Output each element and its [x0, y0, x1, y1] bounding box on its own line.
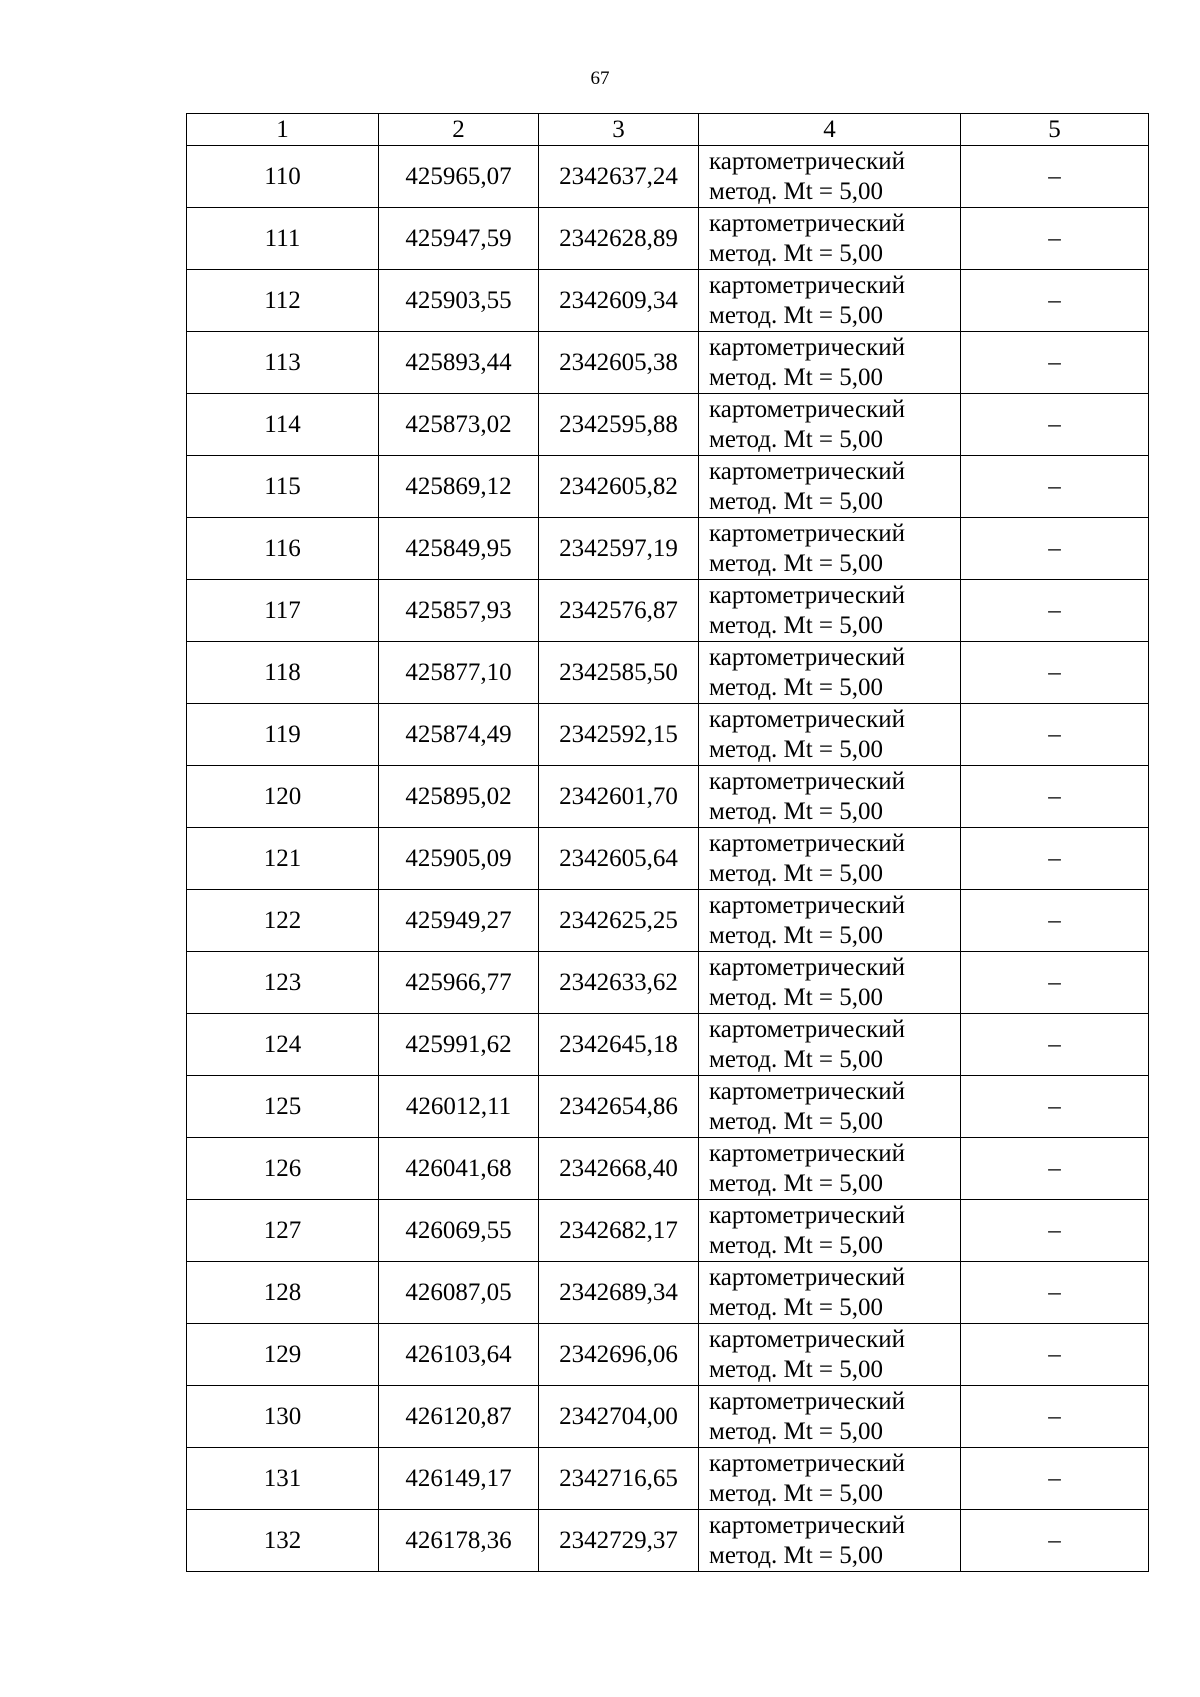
method-line-1: картометрический [709, 1077, 905, 1105]
point-number-cell: 130 [187, 1386, 379, 1448]
point-number-cell: 118 [187, 642, 379, 704]
method-line-1: картометрический [709, 209, 905, 237]
x-coordinate-cell: 425877,10 [379, 642, 539, 704]
table-row [187, 1262, 1149, 1324]
method-line-2: метод. Mt = 5,00 [709, 1355, 884, 1383]
column-header-1: 1 [187, 114, 379, 146]
method-cell [699, 952, 961, 1014]
table-row [187, 1510, 1149, 1572]
y-coordinate-cell: 2342668,40 [539, 1138, 699, 1200]
method-cell [699, 890, 961, 952]
method-line-1: картометрический [709, 1139, 905, 1167]
method-line-1: картометрический [709, 1263, 905, 1291]
method-cell [699, 1262, 961, 1324]
point-number-cell: 127 [187, 1200, 379, 1262]
method-cell [699, 1510, 961, 1572]
method-line-1: картометрический [709, 891, 905, 919]
x-coordinate-cell: 425949,27 [379, 890, 539, 952]
method-line-1: картометрический [709, 953, 905, 981]
column-5-cell: – [961, 890, 1149, 952]
method-line-2: метод. Mt = 5,00 [709, 487, 884, 515]
column-5-cell: – [961, 952, 1149, 1014]
point-number-cell: 115 [187, 456, 379, 518]
method-line-2: метод. Mt = 5,00 [709, 301, 884, 329]
table-body [187, 146, 1149, 1572]
column-5-cell: – [961, 1200, 1149, 1262]
y-coordinate-cell: 2342595,88 [539, 394, 699, 456]
method-line-2: метод. Mt = 5,00 [709, 611, 884, 639]
point-number-cell: 119 [187, 704, 379, 766]
method-line-2: метод. Mt = 5,00 [709, 921, 884, 949]
column-5-cell: – [961, 766, 1149, 828]
method-line-2: метод. Mt = 5,00 [709, 1417, 884, 1445]
column-5-cell: – [961, 580, 1149, 642]
method-line-1: картометрический [709, 1325, 905, 1353]
table-row [187, 828, 1149, 890]
method-line-2: метод. Mt = 5,00 [709, 1045, 884, 1073]
page-number: 67 [590, 68, 610, 89]
method-cell [699, 1138, 961, 1200]
method-line-1: картометрический [709, 147, 905, 175]
column-5-cell: – [961, 1324, 1149, 1386]
y-coordinate-cell: 2342696,06 [539, 1324, 699, 1386]
method-line-1: картометрический [709, 1387, 905, 1415]
method-line-2: метод. Mt = 5,00 [709, 735, 884, 763]
table-row [187, 270, 1149, 332]
x-coordinate-cell: 426103,64 [379, 1324, 539, 1386]
method-cell [699, 1324, 961, 1386]
x-coordinate-cell: 425857,93 [379, 580, 539, 642]
column-5-cell: – [961, 394, 1149, 456]
method-line-2: метод. Mt = 5,00 [709, 239, 884, 267]
x-coordinate-cell: 425903,55 [379, 270, 539, 332]
y-coordinate-cell: 2342716,65 [539, 1448, 699, 1510]
column-5-cell: – [961, 1014, 1149, 1076]
point-number-cell: 129 [187, 1324, 379, 1386]
method-line-1: картометрический [709, 271, 905, 299]
method-cell [699, 208, 961, 270]
point-number-cell: 122 [187, 890, 379, 952]
coordinates-table [186, 113, 1149, 1572]
column-5-cell: – [961, 642, 1149, 704]
table-row [187, 146, 1149, 208]
column-5-cell: – [961, 270, 1149, 332]
y-coordinate-cell: 2342689,34 [539, 1262, 699, 1324]
method-line-1: картометрический [709, 1511, 905, 1539]
x-coordinate-cell: 425874,49 [379, 704, 539, 766]
y-coordinate-cell: 2342682,17 [539, 1200, 699, 1262]
y-coordinate-cell: 2342654,86 [539, 1076, 699, 1138]
column-5-cell: – [961, 1262, 1149, 1324]
column-5-cell: – [961, 704, 1149, 766]
y-coordinate-cell: 2342597,19 [539, 518, 699, 580]
point-number-cell: 132 [187, 1510, 379, 1572]
method-line-2: метод. Mt = 5,00 [709, 1541, 884, 1569]
point-number-cell: 121 [187, 828, 379, 890]
column-5-cell: – [961, 1448, 1149, 1510]
x-coordinate-cell: 426120,87 [379, 1386, 539, 1448]
point-number-cell: 111 [187, 208, 379, 270]
method-line-1: картометрический [709, 333, 905, 361]
x-coordinate-cell: 426178,36 [379, 1510, 539, 1572]
y-coordinate-cell: 2342605,38 [539, 332, 699, 394]
table-row [187, 890, 1149, 952]
point-number-cell: 112 [187, 270, 379, 332]
method-cell [699, 642, 961, 704]
y-coordinate-cell: 2342625,25 [539, 890, 699, 952]
method-line-2: метод. Mt = 5,00 [709, 797, 884, 825]
column-5-cell: – [961, 518, 1149, 580]
table-row [187, 642, 1149, 704]
point-number-cell: 123 [187, 952, 379, 1014]
x-coordinate-cell: 425965,07 [379, 146, 539, 208]
y-coordinate-cell: 2342633,62 [539, 952, 699, 1014]
column-5-cell: – [961, 456, 1149, 518]
table-row [187, 952, 1149, 1014]
y-coordinate-cell: 2342645,18 [539, 1014, 699, 1076]
column-5-cell: – [961, 208, 1149, 270]
method-line-1: картометрический [709, 581, 905, 609]
method-line-2: метод. Mt = 5,00 [709, 1169, 884, 1197]
method-line-1: картометрический [709, 829, 905, 857]
method-line-1: картометрический [709, 457, 905, 485]
method-line-1: картометрический [709, 1015, 905, 1043]
x-coordinate-cell: 425873,02 [379, 394, 539, 456]
point-number-cell: 116 [187, 518, 379, 580]
method-line-1: картометрический [709, 395, 905, 423]
table-row [187, 1200, 1149, 1262]
table-row [187, 332, 1149, 394]
method-line-1: картометрический [709, 1449, 905, 1477]
y-coordinate-cell: 2342601,70 [539, 766, 699, 828]
column-header-3: 3 [539, 114, 699, 146]
x-coordinate-cell: 426012,11 [379, 1076, 539, 1138]
x-coordinate-cell: 425966,77 [379, 952, 539, 1014]
point-number-cell: 117 [187, 580, 379, 642]
point-number-cell: 128 [187, 1262, 379, 1324]
method-line-2: метод. Mt = 5,00 [709, 177, 884, 205]
method-line-1: картометрический [709, 643, 905, 671]
table-row [187, 456, 1149, 518]
method-line-1: картометрический [709, 705, 905, 733]
method-cell [699, 270, 961, 332]
table-row [187, 704, 1149, 766]
y-coordinate-cell: 2342628,89 [539, 208, 699, 270]
method-cell [699, 766, 961, 828]
method-line-1: картометрический [709, 767, 905, 795]
table-row [187, 1448, 1149, 1510]
column-header-5: 5 [961, 114, 1149, 146]
point-number-cell: 113 [187, 332, 379, 394]
x-coordinate-cell: 425905,09 [379, 828, 539, 890]
table-row [187, 1138, 1149, 1200]
table-row [187, 208, 1149, 270]
method-cell [699, 456, 961, 518]
y-coordinate-cell: 2342605,64 [539, 828, 699, 890]
method-cell [699, 704, 961, 766]
x-coordinate-cell: 425869,12 [379, 456, 539, 518]
method-line-1: картометрический [709, 519, 905, 547]
y-coordinate-cell: 2342592,15 [539, 704, 699, 766]
table-row [187, 766, 1149, 828]
method-line-2: метод. Mt = 5,00 [709, 859, 884, 887]
method-cell [699, 1200, 961, 1262]
column-5-cell: – [961, 828, 1149, 890]
x-coordinate-cell: 425849,95 [379, 518, 539, 580]
table-row [187, 580, 1149, 642]
y-coordinate-cell: 2342576,87 [539, 580, 699, 642]
table-row [187, 394, 1149, 456]
table-row [187, 1014, 1149, 1076]
x-coordinate-cell: 426149,17 [379, 1448, 539, 1510]
method-line-2: метод. Mt = 5,00 [709, 1231, 884, 1259]
point-number-cell: 124 [187, 1014, 379, 1076]
table-row [187, 1386, 1149, 1448]
method-line-2: метод. Mt = 5,00 [709, 673, 884, 701]
x-coordinate-cell: 425893,44 [379, 332, 539, 394]
column-5-cell: – [961, 332, 1149, 394]
method-cell [699, 1448, 961, 1510]
column-5-cell: – [961, 1076, 1149, 1138]
point-number-cell: 125 [187, 1076, 379, 1138]
x-coordinate-cell: 425947,59 [379, 208, 539, 270]
table-row [187, 1076, 1149, 1138]
column-5-cell: – [961, 1138, 1149, 1200]
method-line-2: метод. Mt = 5,00 [709, 549, 884, 577]
table-header-row [187, 114, 1149, 146]
method-line-1: картометрический [709, 1201, 905, 1229]
column-5-cell: – [961, 1386, 1149, 1448]
method-line-2: метод. Mt = 5,00 [709, 425, 884, 453]
method-cell [699, 146, 961, 208]
point-number-cell: 120 [187, 766, 379, 828]
method-cell [699, 1014, 961, 1076]
method-line-2: метод. Mt = 5,00 [709, 983, 884, 1011]
y-coordinate-cell: 2342637,24 [539, 146, 699, 208]
method-cell [699, 828, 961, 890]
method-line-2: метод. Mt = 5,00 [709, 1107, 884, 1135]
method-cell [699, 1076, 961, 1138]
method-cell [699, 1386, 961, 1448]
y-coordinate-cell: 2342585,50 [539, 642, 699, 704]
column-header-4: 4 [699, 114, 961, 146]
method-cell [699, 580, 961, 642]
table-row [187, 1324, 1149, 1386]
method-line-2: метод. Mt = 5,00 [709, 1479, 884, 1507]
x-coordinate-cell: 426069,55 [379, 1200, 539, 1262]
method-line-2: метод. Mt = 5,00 [709, 363, 884, 391]
point-number-cell: 131 [187, 1448, 379, 1510]
table-row [187, 518, 1149, 580]
method-cell [699, 394, 961, 456]
method-cell [699, 518, 961, 580]
method-line-2: метод. Mt = 5,00 [709, 1293, 884, 1321]
y-coordinate-cell: 2342605,82 [539, 456, 699, 518]
x-coordinate-cell: 426087,05 [379, 1262, 539, 1324]
y-coordinate-cell: 2342704,00 [539, 1386, 699, 1448]
x-coordinate-cell: 425991,62 [379, 1014, 539, 1076]
point-number-cell: 126 [187, 1138, 379, 1200]
column-5-cell: – [961, 146, 1149, 208]
x-coordinate-cell: 426041,68 [379, 1138, 539, 1200]
point-number-cell: 110 [187, 146, 379, 208]
column-5-cell: – [961, 1510, 1149, 1572]
method-cell [699, 332, 961, 394]
y-coordinate-cell: 2342609,34 [539, 270, 699, 332]
point-number-cell: 114 [187, 394, 379, 456]
column-header-2: 2 [379, 114, 539, 146]
y-coordinate-cell: 2342729,37 [539, 1510, 699, 1572]
x-coordinate-cell: 425895,02 [379, 766, 539, 828]
